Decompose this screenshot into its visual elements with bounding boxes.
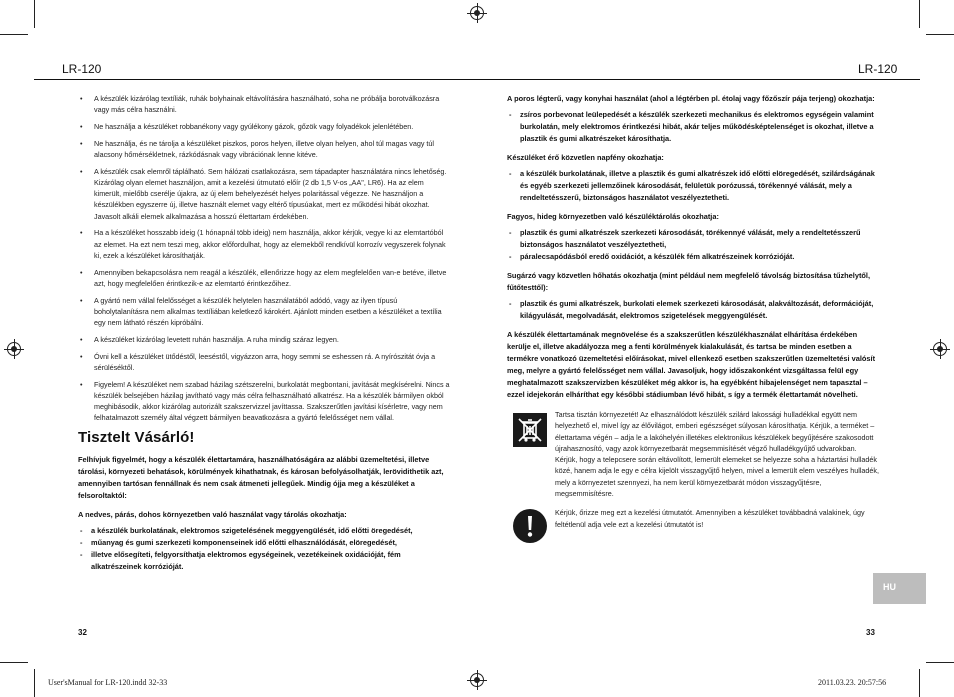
summary-paragraph: A készülék élettartamának megnövelése és a szakszerűtlen készülékhasználat elhárítása érdekében kerülje el, illetve akadályozza meg a fenti körülmények kialakulását, és tartsa be minden esetben a termékre vonatkozó üzemeltetési előírásokat, mivel ellenkező esetben szakszerűtlen üzemeltetési valósít meg, melyre a gyártó felelősséget nem vállal. Javasoljuk, hogy időszakonként vizsgáltassa felül egy meghatalmazott szakszervizben készüléket még akkor is, ha egyébként hibajelenséget nem tapasztal – ezzel idejekorán elháríthat egy későbbi stádiumban lévő hibát, s így a termék élettartamát növelheti. (507, 330, 876, 399)
right-page-column (507, 93, 879, 530)
section-heading-cold: Fagyos, hideg környezetben való készüléktárolás okozhatja: (507, 212, 719, 221)
list-item: • A készülék csak elemről táplálható. Sem hálózati csatlakozásra, sem tápadapter használatára nincs lehetőség. Kizárólag olyan elemet használjon, amit a kezelési útmutató előír (2 db 1,5 V-os „AA", LR6). Ha az elem kimerült, mielőbb cserélje újakra, az új elem behelyezését helyes polaritással végezze. Ne használjon a készülékben egyszerre új, illetve használt elemet vagy eltérő típusúakat, mert ez működési hibát okozhat. Javasolt alkáli elemek alkalmazása a hosszú élettartam érdekében. (80, 166, 447, 221)
language-tab: HU (873, 573, 926, 604)
header-rule-right (470, 79, 920, 80)
list-item: • A készüléket kizárólag levetett ruhán használja. A ruha mindig száraz legyen. (80, 334, 339, 344)
crop-mark (34, 669, 35, 697)
registration-mark-icon (7, 342, 21, 356)
footer-filename: User'sManual for LR-120.indd 32-33 (48, 678, 168, 687)
crossed-out-bin-icon (513, 413, 547, 447)
section-heading-heat: Sugárzó vagy közvetlen hőhatás okozhatja (mint például nem megfelelő távolság biztosítása tűzhelytől, fűtőtesttől): (507, 271, 871, 292)
list-item: - plasztik és gumi alkatrészek szerkezeti károsodását, törékennyé válását, mely a rendeltetésszerű biztonságos használatot veszélyeztetheti, (509, 228, 861, 249)
list-item: - plasztik és gumi alkatrészek, burkolati elemek szerkezeti károsodását, alakváltozását, deformációját, kilágyulását, megolvadását, elektromos szigetelések meggyengülését. (509, 299, 874, 320)
list-item: • Amennyiben bekapcsolásra nem reagál a készülék, ellenőrizze hogy az elem megfelelően van-e betéve, illetve azt, hogy megfelelően érintkezik-e az elemtartó érintkezőihez. (80, 267, 447, 288)
environment-notice (507, 409, 879, 499)
model-label-right: LR-120 (858, 62, 898, 76)
crop-mark (34, 0, 35, 28)
crop-mark (926, 34, 954, 35)
list-item: • Óvni kell a készüléket ütődéstől, leeséstől, vigyázzon arra, hogy semmi se eshessen rá. A nyírószitát óvja a sérüléséktől. (80, 351, 436, 372)
manual-notice-text: Kérjük, őrizze meg ezt a kezelési útmutatót. Amennyiben a készüléket továbbadná valakinek, úgy feltétlenül adja vele ezt a kezelési útmutatót is! (555, 508, 865, 529)
list-item: • A gyártó nem vállal felelősséget a készülék helytelen használatából adódó, vagy az ilyen típusú boholytalanításra nem alkalmas textíliában keletkező károkért. Ajánlott minden esetben a készüléket a textília egy nem látható részén kipróbálni. (80, 295, 442, 328)
list-item: - páralecsapódásból eredő oxidációt, a készülék fém alkatrészeinek korrózióját. (509, 252, 795, 261)
list-item: - műanyag és gumi szerkezeti komponenseinek idő előtti elhasználódását, elöregedését, (80, 538, 397, 548)
list-item: - a készülék burkolatának, elektromos szigetelésének meggyengülését, idő előtti öregedését, (80, 526, 413, 536)
left-page-column (78, 93, 450, 580)
list-item: • Ne használja, és ne tárolja a készüléket piszkos, poros helyen, illetve olyan helyen, ahol túl magas vagy túl alacsony hőmérsékletnek, rázkódásnak vagy vibrációnak lenne kitéve. (80, 138, 434, 159)
list-item: • Ne használja a készüléket robbanékony vagy gyúlékony gázok, gőzök vagy folyadékok jelenlétében. (80, 122, 414, 131)
dust-list (507, 109, 879, 145)
list-item: - zsíros porbevonat leülepedését a készülék szerkezeti mechanikus és elektromos egységein valamint burkolatán, mely elektromos érintkezési hibát, akár teljes működésképtelenséget is okozhat, illetve a plasztik és gumi alkatrészeket károsíthatja. (509, 110, 874, 143)
list-item: • A készülék kizárólag textíliák, ruhák bolyhainak eltávolítására használható, soha ne próbálja borotválkozásra vagy más célra használni. (80, 94, 440, 115)
crop-mark (919, 669, 920, 697)
page-number-right: 33 (866, 628, 875, 637)
crop-mark (0, 34, 28, 35)
heat-list (507, 298, 879, 322)
manual-notice (507, 507, 879, 530)
cold-list (507, 227, 879, 263)
footer-timestamp: 2011.03.23. 20:57:56 (818, 678, 887, 687)
header-rule-left (34, 79, 485, 80)
safety-bullet-list (78, 93, 450, 423)
crop-mark (0, 662, 28, 663)
section-heading-humid: A nedves, párás, dohos környezetben való használat vagy tárolás okozhatja: (78, 510, 347, 520)
environment-notice-text: Tartsa tisztán környezetét! Az elhasználódott készülék szilárd lakossági hulladékkal együtt nem helyezhető el, mivel így az élővilágot, emberi egészséget súlyosan károsíthatja. Kérjük, a terméket – élettartama végén – adja le a lakóhelyén illetékes elektronikus készülékek begyűjtésére szakosodott újrahasznosító, vagy azok környezetbarát megsemmisítését végző hulladékgyűjtő udvarokban. Kérjük, hogy a telepcsere során eltávolított, lemerült elemeket se helyezze soha a háztartási hulladék közé, hanem adja le egy e célra kijelölt visszagyűjtő helyen, mivel a lemerült elem veszélyes hulladék, mely a környezetet szennyezi, ha nem kerül környezetbarát módon visszagyűjtésre, megsemmisítésre. (555, 410, 879, 499)
model-label-left: LR-120 (62, 62, 102, 76)
crop-mark (919, 0, 920, 28)
list-item: - illetve elősegíteti, felgyorsíthatja elektromos egységeinek, vezetékeinek oxidációját, fém alkatrészeinek korrózióját. (80, 550, 401, 572)
section-heading-dust: A poros légterű, vagy konyhai használat (ahol a légtérben pl. étolaj vagy főzőszír pája terjeng) okozhatja: (507, 94, 875, 103)
section-heading-sun: Készüléket érő közvetlen napfény okozhatja: (507, 153, 664, 162)
crop-mark (926, 662, 954, 663)
registration-mark-icon (933, 342, 947, 356)
humid-list (78, 525, 450, 573)
page-title: Tisztelt Vásárló! (78, 429, 195, 447)
sun-list (507, 168, 879, 204)
list-item: - a készülék burkolatának, illetve a plasztik és gumi alkatrészek idő előtti elöregedését, szilárdságának és egyéb szerkezeti jellemzőinek károsodását, felületük porózussá, törékennyé válását, mely a rendeltetésszerű, biztonságos használatot veszélyeztetheti. (509, 169, 875, 202)
registration-mark-icon (470, 673, 484, 687)
list-item: • Figyelem! A készüléket nem szabad házilag szétszerelni, burkolatát megbontani, javítását megkísérelni. Nincs a készülék belsejében házilag javítható vagy más célra felhasználható alkatrész. Ha a készülék bármilyen okból meghibásodik, akkor kizárólag autorizált szakszervizzel javíttassa. Szakszerűtlen javítási kísérletre, vagy nem felhatalmazott személy által végzett bármilyen beavatkozásra a gyártó felelősséget nem vállal. (80, 379, 450, 423)
intro-paragraph: Felhívjuk figyelmét, hogy a készülék élettartamára, használhatóságára az alábbi üzemeltetési, illetve tárolási, környezeti behatások, körülmények kihathatnak, és károsan befolyásolhatják, lerövidithetik azt, amennyiben tartósan fennállnak és nem csak átmeneti jellegűek. Mindig ójja meg a készüléket a felsoroltaktól: (78, 455, 444, 501)
list-item: • Ha a készüléket hosszabb ideig (1 hónapnál több ideig) nem használja, akkor kérjük, vegye ki az elemtartóból az elemet. Ha ezt nem teszi meg, akkor előfordulhat, hogy az elemekből rendkívül korrozív vegyszerek folynak ki, ezek a készüléket károsíthatják. (80, 228, 446, 260)
page-number-left: 32 (78, 628, 87, 637)
exclamation-icon (513, 509, 547, 543)
registration-mark-icon (470, 6, 484, 20)
